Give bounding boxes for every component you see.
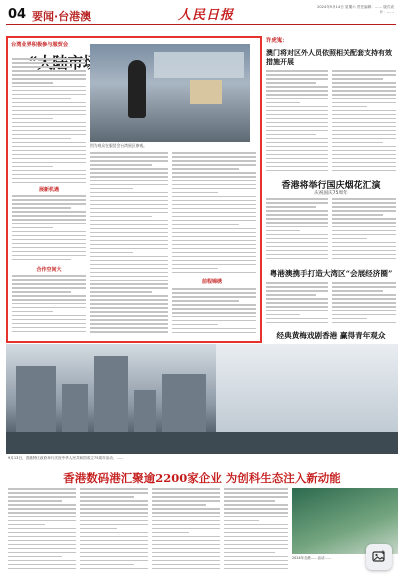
feature-kicker: 台湾业界积极参与服贸会 xyxy=(11,42,69,48)
feature-subhead-2: 合作空间大 xyxy=(36,267,62,273)
feature-photo xyxy=(90,44,250,142)
photo-building xyxy=(162,374,206,436)
right-story2-col1 xyxy=(266,198,328,264)
feature-photo-caption: 图为观众在服贸会台湾展区参观。 xyxy=(90,143,147,148)
masthead xyxy=(0,0,402,26)
photo-screen xyxy=(154,52,244,78)
right-story3-col1 xyxy=(266,282,328,328)
feature-text-col3 xyxy=(172,152,256,276)
bottom-text-col1 xyxy=(8,488,76,574)
photo-deck xyxy=(6,432,398,454)
photo-building xyxy=(16,366,56,436)
harbour-photo xyxy=(6,344,398,454)
feature-text-col3b xyxy=(172,288,256,338)
feature-text-col1c xyxy=(12,275,86,337)
photo-building xyxy=(62,384,88,436)
masthead-rule xyxy=(6,24,396,25)
newspaper-logo: 人民日报 xyxy=(178,8,235,23)
feature-subhead-1: 展新机遇 xyxy=(38,187,59,193)
right-story3-title[interactable]: 粤港澳携手打造大湾区“会展经济圈” xyxy=(269,269,393,278)
photo-building xyxy=(134,390,156,436)
right-story3-col2 xyxy=(332,282,396,328)
photo-figure xyxy=(128,60,146,118)
bottom-photo-caption: 2024年全港……活动…… xyxy=(292,556,332,560)
right-story1-col2 xyxy=(332,70,396,174)
photo-booth xyxy=(190,80,222,104)
photo-building xyxy=(94,356,128,436)
right-story2-title[interactable]: 香港将举行国庆烟花汇演 xyxy=(281,181,381,191)
bottom-text-col4 xyxy=(224,488,288,574)
page-number: 04 xyxy=(8,7,27,22)
image-tool-icon xyxy=(372,550,386,564)
feature-text-col1b xyxy=(12,195,86,265)
right-story4-title[interactable]: 经典黄梅戏剧香港 赢得青年观众 xyxy=(276,331,386,340)
right-story1-title[interactable]: 澳门将对区外人员依照相关配套支持有效措施开展 xyxy=(266,48,392,66)
bottom-text-col3 xyxy=(152,488,220,574)
right-story2-col2 xyxy=(332,198,396,264)
bottom-headline[interactable]: 香港数码港汇聚逾2200家企业 为创科生态注入新动能 xyxy=(63,471,341,485)
image-tool-button[interactable] xyxy=(366,544,392,570)
feature-text-col2 xyxy=(90,152,168,337)
feature-subhead-3: 前程锦绣 xyxy=(201,279,222,285)
issue-meta: 2024年9月14日 星期六 责任编辑：…… 版式设计：…… xyxy=(317,5,394,14)
right-story2-subtitle: 庆祝国庆75周年 xyxy=(314,191,348,196)
bottom-text-col2 xyxy=(80,488,148,574)
right-kicker: 许虎嵬： xyxy=(266,38,288,44)
harbour-photo-caption: 9月13日，香港特区政府举行庆祝中华人民共和国成立75周年活动，…… xyxy=(8,456,124,460)
section-title: 要闻·台港澳 xyxy=(32,10,92,23)
right-story1-col1 xyxy=(266,70,328,174)
feature-text-col1 xyxy=(12,58,86,186)
